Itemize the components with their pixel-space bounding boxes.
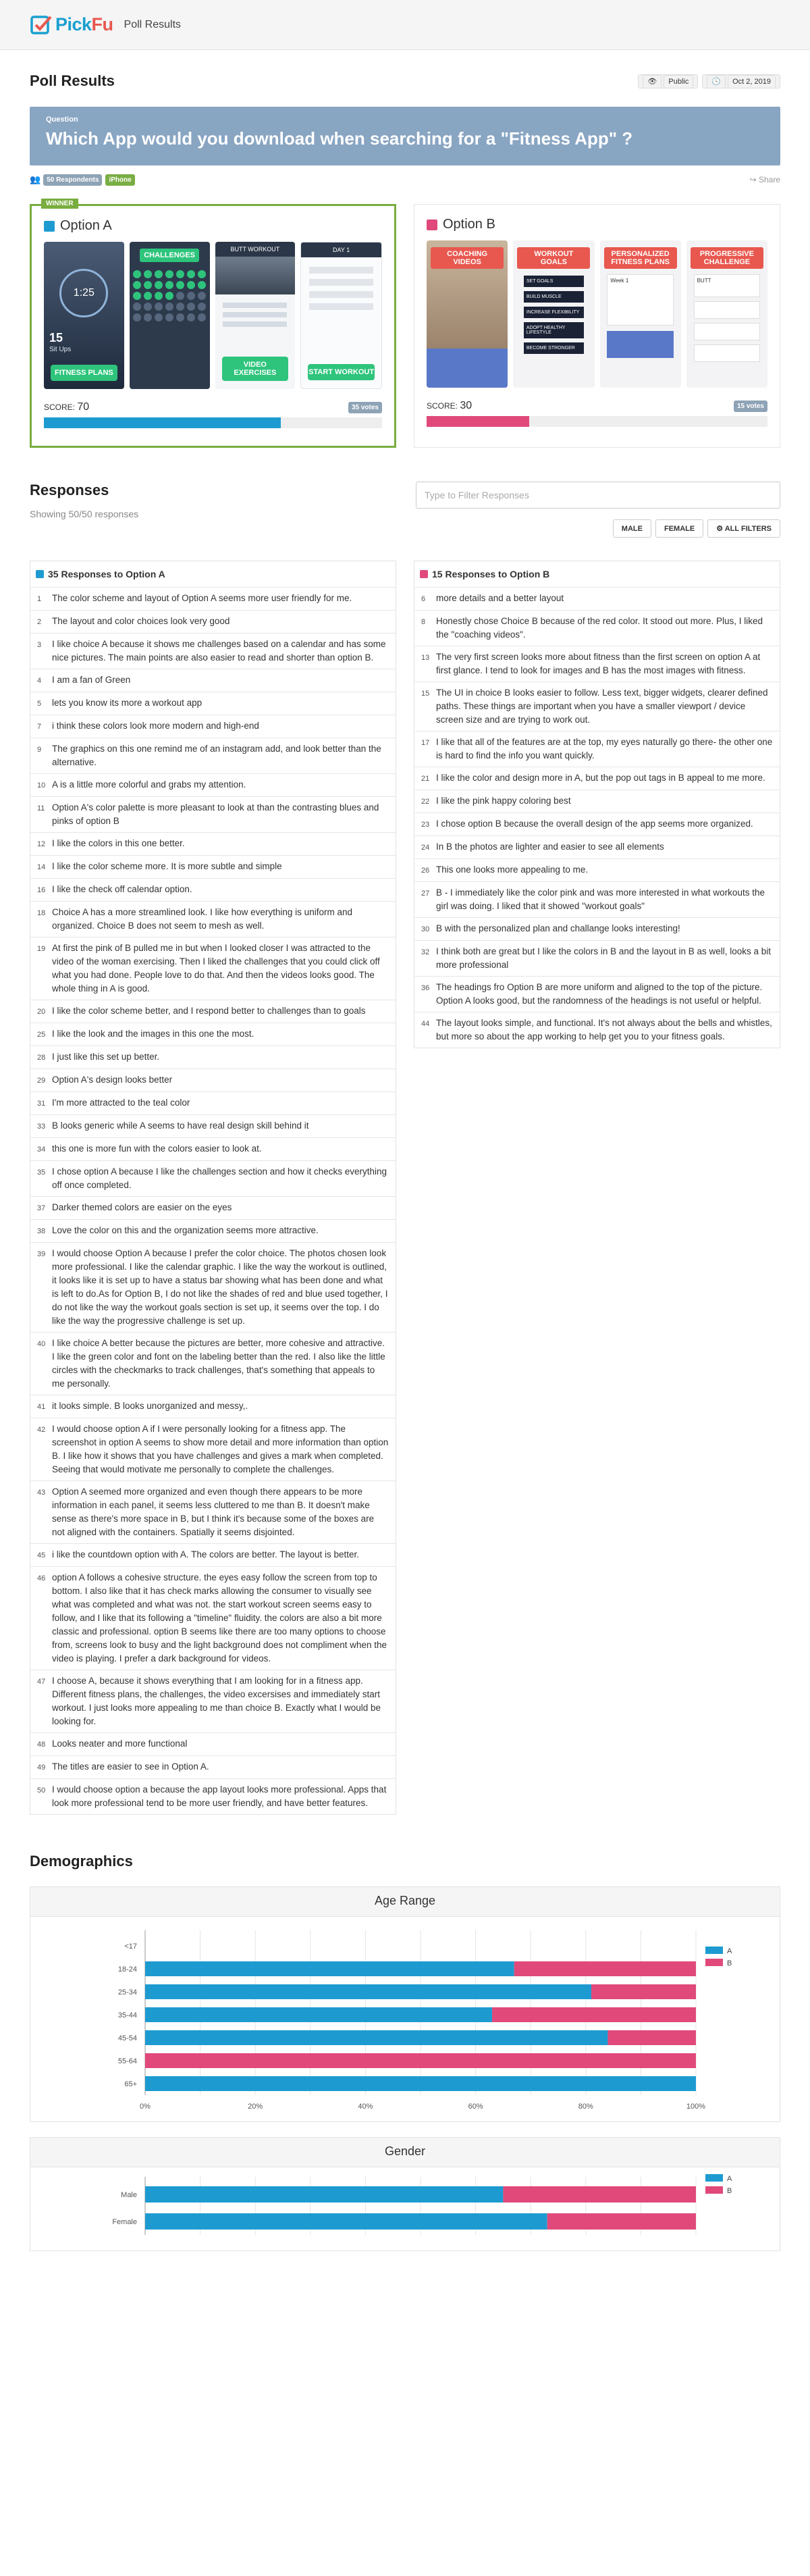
screen-progressive-challenge xyxy=(686,240,767,388)
bar-b-35-44 xyxy=(492,2007,696,2022)
people-icon: 👥 xyxy=(30,174,41,184)
legend-swatch-b xyxy=(705,2186,723,2194)
option-b-swatch xyxy=(427,220,437,230)
response-number: 12 xyxy=(37,840,46,848)
response-number: 38 xyxy=(37,1227,46,1235)
winner-tag: WINNER xyxy=(41,199,78,209)
option-b-responses xyxy=(414,561,780,1048)
response-number: 21 xyxy=(421,775,430,783)
situp-label: Sit Ups xyxy=(49,346,72,353)
response-number: 47 xyxy=(37,1678,46,1686)
response-text: lets you know its more a workout app xyxy=(52,698,202,708)
legend-label: A xyxy=(727,1947,732,1955)
response-text: I like the pink happy coloring best xyxy=(436,796,571,806)
response-text: more details and a better layout xyxy=(436,593,564,603)
response-item xyxy=(30,832,396,855)
response-text: I'm more attracted to the teal color xyxy=(52,1098,190,1108)
response-number: 17 xyxy=(421,739,430,747)
bar-b-55-64 xyxy=(145,2053,696,2068)
share-icon: ↪ xyxy=(749,175,757,184)
response-text: The layout looks simple, and functional. It's not always about the bells and whistles, but more so about the app working to help get you to your fitness goals. xyxy=(436,1018,772,1041)
response-number: 19 xyxy=(37,945,46,953)
x-tick-label: 80% xyxy=(578,2103,593,2111)
category-label: 45-54 xyxy=(117,2034,137,2042)
response-item xyxy=(30,1566,396,1670)
response-text: The headings fro Option B are more uniform and aligned to the top of the picture. Option A looks good, but the randomness of the headings is not useful or helpful. xyxy=(436,982,763,1006)
filter-female-button[interactable]: FEMALE xyxy=(655,519,703,538)
bar-a-Male xyxy=(145,2186,503,2203)
response-number: 29 xyxy=(37,1077,46,1085)
response-number: 37 xyxy=(37,1204,46,1212)
response-number: 33 xyxy=(37,1123,46,1131)
response-number: 32 xyxy=(421,948,430,956)
response-item xyxy=(414,917,780,940)
eye-icon: 👁 xyxy=(643,75,662,88)
responses-count: Showing 50/50 responses xyxy=(30,509,139,519)
response-item xyxy=(414,835,780,858)
response-number: 35 xyxy=(37,1168,46,1177)
legend-label: A xyxy=(727,2175,732,2183)
response-text: I chose option B because the overall design of the app seems more organized. xyxy=(436,819,753,829)
response-item xyxy=(414,858,780,881)
response-item xyxy=(414,587,780,610)
x-tick-label: 20% xyxy=(248,2103,263,2111)
option-a-swatch xyxy=(44,221,55,232)
response-text: I would choose option A if I were personally looking for a fitness app. The screenshot in option A seems to show more detail and more information than option B. I like how it shows that you have challenges and gives a mark when completed. Seeing that would motivate me personally to complete the challenges. xyxy=(52,1424,389,1474)
response-item xyxy=(30,937,396,1000)
option-b-score-fill xyxy=(427,416,529,427)
response-item xyxy=(30,1670,396,1732)
legend-swatch-a xyxy=(705,1947,723,1954)
age-range-chart xyxy=(30,1917,780,2118)
response-number: 28 xyxy=(37,1054,46,1062)
response-number: 10 xyxy=(37,781,46,790)
response-item xyxy=(414,646,780,681)
x-tick-label: 60% xyxy=(468,2103,483,2111)
response-text: The color scheme and layout of Option A seems more user friendly for me. xyxy=(52,593,352,603)
response-item xyxy=(30,633,396,669)
response-item xyxy=(30,1418,396,1480)
timer-dial: 1:25 xyxy=(59,269,108,317)
bar-a-18-24 xyxy=(145,1961,514,1976)
response-item xyxy=(30,1732,396,1755)
response-number: 44 xyxy=(421,1020,430,1028)
option-b-score-bar xyxy=(427,416,767,427)
option-a-votes: 35 votes xyxy=(348,402,382,413)
option-b-card xyxy=(414,204,780,448)
challenges-label: CHALLENGES xyxy=(140,249,199,262)
category-label: Female xyxy=(112,2218,137,2226)
response-text: it looks simple. B looks unorganized and messy,. xyxy=(52,1401,248,1411)
response-number: 11 xyxy=(37,804,45,813)
response-item xyxy=(30,1000,396,1023)
response-text: Option A's design looks better xyxy=(52,1075,173,1085)
response-item xyxy=(30,1023,396,1046)
plan-week: Week 1 xyxy=(607,274,674,326)
bar-a-Female xyxy=(145,2213,547,2230)
day-title: DAY 1 xyxy=(301,242,381,257)
top-page-label: Poll Results xyxy=(124,18,182,30)
option-b-votes: 15 votes xyxy=(734,401,767,412)
logo-wordmark: PickFu xyxy=(55,14,113,34)
response-item xyxy=(30,1755,396,1778)
legend-swatch-b xyxy=(705,1959,723,1966)
response-number: 4 xyxy=(37,677,42,685)
bar-a-65+ xyxy=(145,2076,696,2091)
clock-icon: 🕓 xyxy=(707,75,726,88)
response-text: B with the personalized plan and challange looks interesting! xyxy=(436,923,680,933)
response-text: Choice A has a more streamlined look. I like how everything is uniform and organized. Choice B does not seem to mesh as well. xyxy=(52,907,352,931)
option-a-score-bar xyxy=(44,417,382,428)
response-number: 9 xyxy=(37,746,42,754)
screen-start-workout xyxy=(300,242,382,389)
response-number: 45 xyxy=(37,1551,46,1560)
option-a-card xyxy=(30,200,396,448)
response-item xyxy=(30,1395,396,1418)
bar-a-35-44 xyxy=(145,2007,492,2022)
response-text: Looks neater and more functional xyxy=(52,1738,188,1749)
response-number: 14 xyxy=(37,863,46,871)
option-b-screenshots[interactable] xyxy=(427,240,767,388)
response-number: 39 xyxy=(37,1250,46,1258)
response-number: 13 xyxy=(421,654,430,662)
goal-muscle: BUILD MUSCLE xyxy=(524,291,584,303)
response-text: I would choose option a because the app layout looks more professional. Apps that look more professional tend to be more user friendly, and have better features. xyxy=(52,1784,387,1808)
response-number: 40 xyxy=(37,1340,46,1348)
response-text: I would choose Option A because I prefer the color choice. The photos chosen look more professional. I like the calendar graphic. I like the way the workout is outlined, it looks like it is set up to have a status bar showing what has been done and what is left to do.As for Option B, I do not like the shades of red and blue used together, I do not like the way the workout goals section is set up, it seems over the top. I do like the way the progressive challenge is set up. xyxy=(52,1248,388,1326)
response-item xyxy=(30,1332,396,1395)
gender-chart xyxy=(30,2167,780,2247)
response-text: I chose option A because I like the challenges section and how it checks everything off once completed. xyxy=(52,1166,387,1190)
bar-b-Male xyxy=(503,2186,696,2203)
response-text: I like the look and the images in this one the most. xyxy=(52,1029,254,1039)
response-text: I am a fan of Green xyxy=(52,675,131,685)
response-item xyxy=(30,715,396,738)
goal-flexibility: INCREASE FLEXIBILITY xyxy=(524,307,584,318)
response-item xyxy=(30,1778,396,1814)
response-item xyxy=(30,1196,396,1219)
response-text: The graphics on this one remind me of an instagram add, and look better than the alternative. xyxy=(52,744,381,767)
option-a-title: Option A xyxy=(60,218,112,233)
response-item xyxy=(30,1543,396,1566)
response-text: I like the colors in this one better. xyxy=(52,838,185,848)
category-label: Male xyxy=(121,2191,137,2199)
question-text: Which App would you download when searching for a "Fitness App" ? xyxy=(46,128,633,149)
responses-title: Responses xyxy=(30,482,109,498)
response-text: The layout and color choices look very good xyxy=(52,616,230,626)
option-a-list-swatch xyxy=(36,570,44,578)
response-item xyxy=(414,976,780,1012)
response-number: 6 xyxy=(421,595,426,603)
response-number: 15 xyxy=(421,690,430,698)
challenge-calendar xyxy=(133,270,206,321)
response-number: 34 xyxy=(37,1145,46,1154)
option-b-responses-header: 15 Responses to Option B xyxy=(432,569,550,579)
bar-b-Female xyxy=(547,2213,696,2230)
situp-count: 15 xyxy=(49,331,63,344)
bar-b-25-34 xyxy=(591,1984,696,1999)
response-item xyxy=(30,1091,396,1114)
date-badge: 🕓 Oct 2, 2019 xyxy=(702,74,780,88)
response-number: 1 xyxy=(37,595,42,603)
response-number: 2 xyxy=(37,618,42,626)
response-text: I think both are great but I like the colors in B and the layout in B as well, looks a bit more professional xyxy=(436,946,772,970)
option-a-responses-header: 35 Responses to Option A xyxy=(48,569,165,579)
response-number: 30 xyxy=(421,925,430,933)
category-label: 25-34 xyxy=(117,1988,137,1997)
x-tick-label: 100% xyxy=(686,2103,706,2111)
response-item xyxy=(414,940,780,976)
response-text: Option A's color palette is more pleasant to look at than the contrasting blues and pinks of option B xyxy=(52,802,379,826)
share-link[interactable]: ↪ Share xyxy=(749,175,780,184)
response-text: This one looks more appealing to me. xyxy=(436,865,589,875)
response-item xyxy=(414,881,780,917)
response-number: 27 xyxy=(421,890,430,898)
response-item xyxy=(30,738,396,773)
response-number: 46 xyxy=(37,1574,46,1582)
response-item xyxy=(30,587,396,610)
category-label: 18-24 xyxy=(117,1965,137,1974)
screen-challenges xyxy=(130,242,210,389)
response-text: I like the color scheme better, and I respond better to challenges than to goals xyxy=(52,1006,366,1016)
response-text: I like the check off calendar option. xyxy=(52,884,192,894)
option-a-score: SCORE: 70 xyxy=(44,401,90,413)
response-number: 26 xyxy=(421,867,430,875)
workout-title: BUTT WORKOUT xyxy=(215,242,296,257)
response-item xyxy=(414,1012,780,1048)
start-workout-label: START WORKOUT xyxy=(308,364,375,380)
response-item xyxy=(30,610,396,633)
bar-b-45-54 xyxy=(608,2030,696,2045)
response-text: A is a little more colorful and grabs my attention. xyxy=(52,779,246,790)
coaching-videos-label: COACHING VIDEOS xyxy=(431,247,504,269)
response-number: 5 xyxy=(37,700,42,708)
response-text: I like choice A better because the pictures are better, more cohesive and attractive. I like the green color and font on the labeling better than the red. I also like the little circles with the checkmarks to track challenges, that's something that appeals to me personally. xyxy=(52,1338,385,1389)
bar-a-45-54 xyxy=(145,2030,608,2045)
all-filters-button[interactable]: ⚙ ALL FILTERS xyxy=(707,519,780,538)
response-text: i like the countdown option with A. The colors are better. The layout is better. xyxy=(52,1549,360,1560)
bar-b-18-24 xyxy=(514,1961,696,1976)
response-item xyxy=(414,790,780,813)
progressive-challenge-label: PROGRESSIVE CHALLENGE xyxy=(691,247,763,269)
option-a-screenshots[interactable] xyxy=(44,242,382,389)
gender-chart-title: Gender xyxy=(30,2138,780,2167)
response-number: 36 xyxy=(421,984,430,992)
challenge-card: BUTT xyxy=(694,274,761,297)
response-item xyxy=(30,1219,396,1242)
question-banner xyxy=(30,107,780,165)
category-label: 65+ xyxy=(124,2080,137,2088)
response-number: 3 xyxy=(37,641,42,649)
response-text: Option A seemed more organized and even though there appears to be more information in each panel, it seems less cluttered to me than B. It doesn't make sense as there's more space in B, but I think it's because some of the boxes are not aligned with the containers. Spatially it seems disjointed. xyxy=(52,1487,375,1537)
top-bar xyxy=(0,0,810,50)
response-text: Honestly chose Choice B because of the red color. It stood out more. Plus, I liked the "coaching videos". xyxy=(436,616,763,640)
x-tick-label: 40% xyxy=(358,2103,373,2111)
screen-video-exercises xyxy=(215,242,296,389)
response-text: i think these colors look more modern and high-end xyxy=(52,721,259,731)
coaching-panel xyxy=(427,349,508,388)
response-item xyxy=(414,813,780,835)
fitness-plans-label: FITNESS PLANS xyxy=(51,365,117,381)
response-text: Darker themed colors are easier on the eyes xyxy=(52,1202,232,1212)
response-text: In B the photos are lighter and easier to see all elements xyxy=(436,842,664,852)
question-label: Question xyxy=(46,115,78,124)
filter-male-button[interactable]: MALE xyxy=(613,519,651,538)
visibility-badge: 👁 Public xyxy=(638,74,698,88)
response-item xyxy=(30,855,396,878)
category-label: 55-64 xyxy=(117,2057,137,2065)
response-text: Love the color on this and the organization seems more attractive. xyxy=(52,1225,319,1235)
response-text: option A follows a cohesive structure. the eyes easy follow the screen from top to bottom. I also like that it has check marks allowing the consumer to visually see what was completed and what was not. the start workout screen seems easy to follow, and I like that its following a "timeline" fluidity. the colors are also a bit more classic and professional. option B seems like there are too many options to choose from, screens look to busy and the light background does not compliment when the video is playing. I prefer a dark background for videos. xyxy=(52,1572,387,1664)
personalized-plans-label: PERSONALIZED FITNESS PLANS xyxy=(604,247,677,269)
response-number: 49 xyxy=(37,1763,46,1772)
response-item xyxy=(414,731,780,767)
response-number: 23 xyxy=(421,821,430,829)
pickfu-logo[interactable] xyxy=(30,14,113,36)
legend-swatch-a xyxy=(705,2174,723,2182)
response-item xyxy=(30,1160,396,1196)
age-chart-title: Age Range xyxy=(30,1887,780,1917)
response-text: The UI in choice B looks easier to follow. Less text, bigger widgets, clearer defined paths. These things are important when you have a smaller viewport / device screen size and are trying to work out. xyxy=(436,688,768,725)
response-number: 41 xyxy=(37,1403,46,1411)
response-number: 20 xyxy=(37,1008,46,1016)
option-a-score-fill xyxy=(44,417,281,428)
response-text: The very first screen looks more about fitness than the first screen on option A at first glance. I tend to look for images and B has the most images with fitness. xyxy=(436,652,761,675)
option-b-score: SCORE: 30 xyxy=(427,400,473,411)
response-item xyxy=(30,1114,396,1137)
response-text: B looks generic while A seems to have real design skill behind it xyxy=(52,1120,309,1131)
logo-check-icon xyxy=(30,14,53,36)
screen-coaching-videos xyxy=(427,240,508,388)
response-text: The titles are easier to see in Option A. xyxy=(52,1761,209,1772)
response-text: this one is more fun with the colors easier to look at. xyxy=(52,1143,262,1154)
response-item xyxy=(414,610,780,646)
response-text: At first the pink of B pulled me in but when I looked closer I was attracted to the video of the woman exercising. Then I liked the challenges that you could click off what you had done. People love to do that. And then the videos looks good. The whole thing in A is good. xyxy=(52,943,380,994)
response-item xyxy=(30,692,396,715)
response-number: 24 xyxy=(421,844,430,852)
response-text: B - I immediately like the color pink and was more interested in what workouts the girl was doing. I liked that it showed "workout goals" xyxy=(436,887,765,911)
response-item xyxy=(30,1242,396,1332)
x-tick-label: 0% xyxy=(140,2103,151,2111)
age-range-panel xyxy=(30,1886,780,2122)
respondents-badge: 50 Respondents xyxy=(43,174,102,186)
response-number: 43 xyxy=(37,1489,46,1497)
response-number: 8 xyxy=(421,618,426,626)
response-item xyxy=(30,901,396,937)
bar-a-25-34 xyxy=(145,1984,591,1999)
screen-workout-goals xyxy=(513,240,594,388)
platform-badge: iPhone xyxy=(105,174,134,186)
response-text: I choose A, because it shows everything that I am looking for in a fitness app. Different fitness plans, the challenges, the video excersises and immediately start workout. I just looks more appealing to me than choice B. Exactly what I would be looking for. xyxy=(52,1676,381,1726)
category-label: 35-44 xyxy=(117,2011,137,2019)
response-item xyxy=(414,681,780,731)
response-number: 22 xyxy=(421,798,430,806)
response-item xyxy=(30,1046,396,1068)
response-text: I like choice A because it shows me challenges based on a calendar and has some nice pictures. The main points are also easier to read and shorter than option B. xyxy=(52,639,386,663)
response-number: 31 xyxy=(37,1100,46,1108)
response-number: 48 xyxy=(37,1741,46,1749)
response-item xyxy=(414,767,780,790)
response-item xyxy=(30,878,396,901)
response-number: 42 xyxy=(37,1426,46,1434)
response-number: 16 xyxy=(37,886,46,894)
response-item xyxy=(30,1068,396,1091)
response-text: I just like this set up better. xyxy=(52,1052,160,1062)
goal-lifestyle: ADOPT HEALTHY LIFESTYLE xyxy=(524,322,584,338)
response-text: I like that all of the features are at the top, my eyes naturally go there- the other one is hard to find the info you want quickly. xyxy=(436,737,773,761)
demographics-title: Demographics xyxy=(30,1853,133,1870)
workout-goals-label: WORKOUT GOALS xyxy=(517,247,590,269)
response-item xyxy=(30,796,396,832)
filter-responses-input[interactable] xyxy=(416,482,780,509)
response-number: 18 xyxy=(37,909,46,917)
response-number: 50 xyxy=(37,1786,46,1795)
goal-stronger: BECOME STRONGER xyxy=(524,342,584,354)
option-a-responses xyxy=(30,561,396,1815)
category-label: <17 xyxy=(124,1942,137,1951)
response-item xyxy=(30,1480,396,1543)
legend-label: B xyxy=(727,2187,732,2195)
option-b-title: Option B xyxy=(443,217,495,232)
sliders-icon: ⚙ xyxy=(716,525,724,533)
screen-fitness-plans xyxy=(44,242,124,389)
response-item xyxy=(30,1137,396,1160)
page-title: Poll Results xyxy=(30,72,115,89)
response-text: I like the color and design more in A, but the pop out tags in B appeal to me more. xyxy=(436,773,765,783)
gender-panel xyxy=(30,2137,780,2251)
screen-personalized-plans xyxy=(600,240,681,388)
exercise-video-thumb xyxy=(215,257,296,294)
response-number: 25 xyxy=(37,1031,46,1039)
response-number: 7 xyxy=(37,723,42,731)
response-item xyxy=(30,773,396,796)
response-text: I like the color scheme more. It is more subtle and simple xyxy=(52,861,282,871)
option-b-list-swatch xyxy=(420,570,428,578)
response-item xyxy=(30,669,396,692)
legend-label: B xyxy=(727,1959,732,1967)
goal-set: SET GOALS xyxy=(524,276,584,287)
video-exercises-label: VIDEO EXERCISES xyxy=(222,357,289,381)
